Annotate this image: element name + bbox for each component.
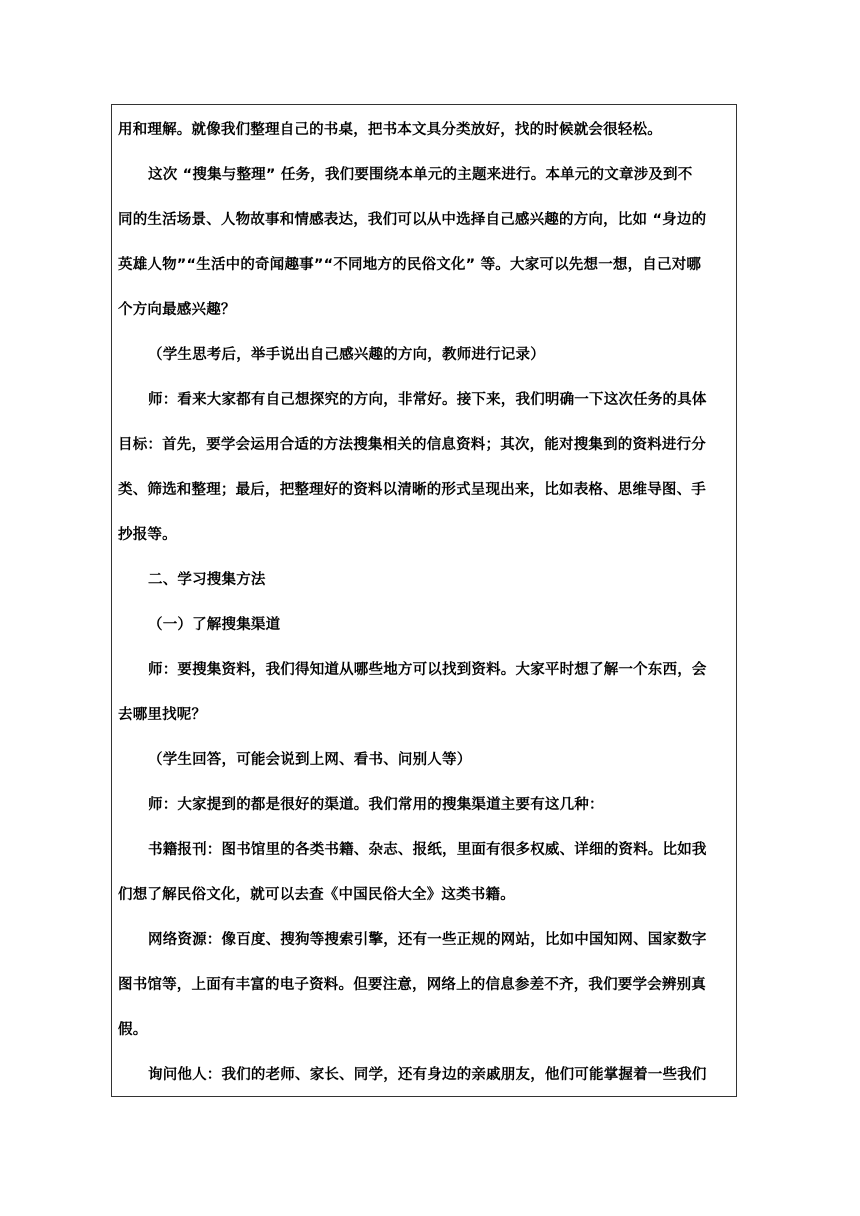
text-line: 书籍报刊：图书馆里的各类书籍、杂志、报纸，里面有很多权威、详细的资料。比如我 [148, 842, 707, 858]
text-line: 目标：首先，要学会运用合适的方法搜集相关的信息资料；其次，能对搜集到的资料进行分 [118, 437, 706, 453]
text-line: 英雄人物”“生活中的奇闻趣事”“不同地方的民俗文化” 等。大家可以先想一想，自己对哪 [118, 257, 702, 273]
text-line: 们想了解民俗文化，就可以去查《中国民俗大全》这类书籍。 [118, 887, 515, 903]
subsection-heading: （一）了解搜集渠道 [148, 617, 281, 633]
text-line: 这次 “搜集与整理” 任务，我们要围绕本单元的主题来进行。本单元的文章涉及到不 [148, 167, 693, 183]
text-line: 去哪里找呢？ [118, 707, 207, 723]
text-line: 图书馆等，上面有丰富的电子资料。但要注意，网络上的信息参差不齐，我们要学会辨别真 [118, 977, 706, 993]
text-line: 师：大家提到的都是很好的渠道。我们常用的搜集渠道主要有这几种： [148, 797, 604, 813]
text-line: 抄报等。 [118, 527, 177, 543]
section-heading: 二、学习搜集方法 [148, 572, 266, 588]
text-line: 同的生活场景、人物故事和情感表达，我们可以从中选择自己感兴趣的方向，比如 “身边的 [118, 212, 707, 228]
text-line: 类、筛选和整理；最后，把整理好的资料以清晰的形式呈现出来，比如表格、思维导图、手 [118, 482, 706, 498]
text-line: 个方向最感兴趣？ [118, 302, 236, 318]
document-frame [111, 104, 737, 1097]
text-line: （学生思考后，举手说出自己感兴趣的方向，教师进行记录） [148, 347, 545, 363]
text-line: 网络资源：像百度、搜狗等搜索引擎，还有一些正规的网站，比如中国知网、国家数字 [148, 932, 707, 948]
text-line: 师：看来大家都有自己想探究的方向，非常好。接下来，我们明确一下这次任务的具体 [148, 392, 707, 408]
text-line: （学生回答，可能会说到上网、看书、问别人等） [148, 752, 472, 768]
text-line: 用和理解。就像我们整理自己的书桌，把书本文具分类放好，找的时候就会很轻松。 [118, 122, 662, 138]
text-line: 假。 [118, 1022, 148, 1038]
text-line: 师：要搜集资料，我们得知道从哪些地方可以找到资料。大家平时想了解一个东西，会 [148, 662, 707, 678]
text-line: 询问他人：我们的老师、家长、同学，还有身边的亲戚朋友，他们可能掌握着一些我们 [148, 1067, 707, 1083]
